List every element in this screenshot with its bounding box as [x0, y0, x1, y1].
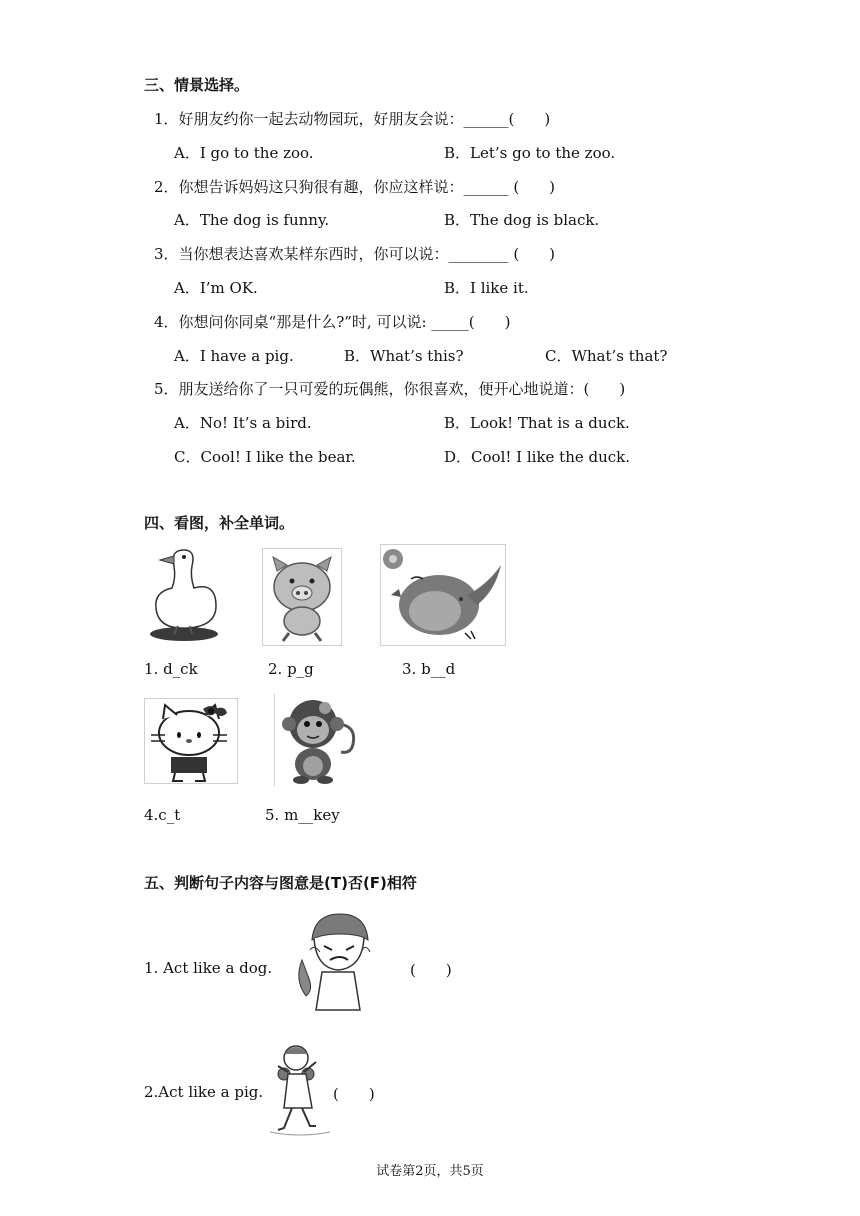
- answer-blank-2[interactable]: ( ): [333, 1085, 375, 1103]
- q5-option-c: C．Cool! I like the bear.: [174, 448, 356, 466]
- q1-option-a: A．I go to the zoo.: [174, 144, 314, 162]
- q5-option-b: B．Look! That is a duck.: [444, 414, 630, 432]
- q2-option-b: B．The dog is black.: [444, 211, 600, 229]
- question-4: 4．你想问你同桌“那是什么?”时, 可以说: _____( ): [154, 313, 511, 331]
- section-4-title: 四、看图，补全单词。: [144, 514, 295, 532]
- q3-option-b: B．I like it.: [444, 279, 529, 297]
- question-2: 2．你想告诉妈妈这只狗很有趣，你应这样说：______ ( ): [154, 178, 556, 196]
- sentence-1: 1. Act like a dog.: [144, 959, 273, 977]
- q5-option-d: D．Cool! I like the duck.: [444, 448, 631, 466]
- duck-image: [144, 546, 220, 644]
- question-3: 3．当你想表达喜欢某样东西时，你可以说：________ ( ): [154, 245, 556, 263]
- q4-option-a: A．I have a pig.: [174, 347, 294, 365]
- pig-image: [262, 548, 342, 646]
- cat-image: [144, 698, 238, 784]
- word-4: 4.c_t: [144, 806, 181, 824]
- word-1: 1. d_ck: [144, 660, 198, 678]
- question-5: 5．朋友送给你了一只可爱的玩偶熊，你很喜欢，便开心地说道：( ): [154, 380, 626, 398]
- section-5-title: 五、判断句子内容与图意是(T)否(F)相符: [144, 874, 417, 892]
- q4-option-b: B．What’s this?: [344, 347, 464, 365]
- acting-girl-image: [266, 1040, 336, 1138]
- q2-option-a: A．The dog is funny.: [174, 211, 330, 229]
- answer-blank-1[interactable]: ( ): [410, 961, 452, 979]
- word-2: 2. p_g: [268, 660, 314, 678]
- q4-option-c: C．What’s that?: [545, 347, 668, 365]
- sentence-2: 2.Act like a pig.: [144, 1083, 264, 1101]
- q5-option-a: A．No! It’s a bird.: [174, 414, 312, 432]
- q3-option-a: A．I’m OK.: [174, 279, 258, 297]
- question-1: 1．好朋友约你一起去动物园玩，好朋友会说：______( ): [154, 110, 551, 128]
- q1-option-b: B．Let’s go to the zoo.: [444, 144, 616, 162]
- page-footer: 试卷第2页，共5页: [376, 1164, 484, 1179]
- bird-image: [380, 544, 506, 646]
- word-5: 5. m__key: [265, 806, 340, 824]
- angry-girl-image: [292, 910, 376, 1014]
- monkey-image: [274, 694, 359, 786]
- word-3: 3. b__d: [402, 660, 456, 678]
- section-3-title: 三、情景选择。: [144, 76, 250, 94]
